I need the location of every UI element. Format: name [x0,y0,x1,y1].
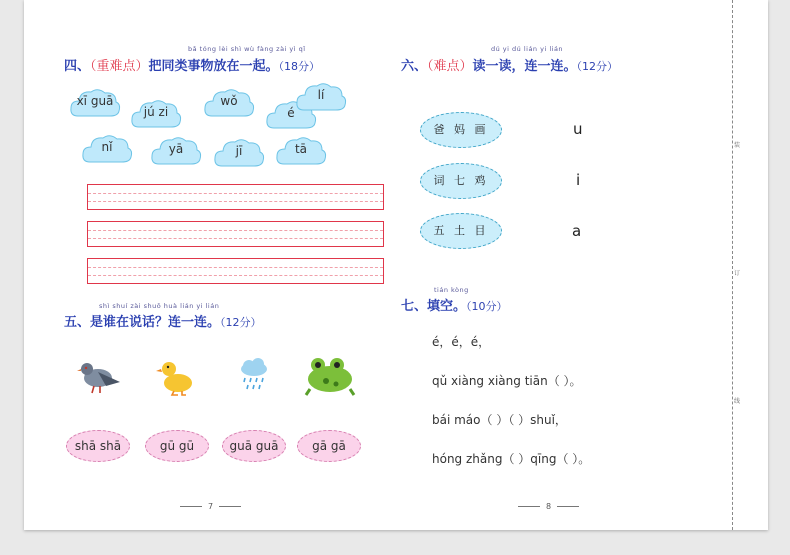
section5-score: （12分） [220,316,262,329]
section6-tag: （难点） [427,59,473,74]
letter-a[interactable]: a [572,222,582,240]
cloud-label: xī guā [76,94,114,108]
section7-pinyin: tián kòng [434,286,469,294]
poem-line-4[interactable]: hóng zhǎng（ ）qīng（ ）。 [432,452,591,466]
pigeon-icon [76,356,122,400]
section7-number: 七、 [401,299,428,314]
pinyin-cloud[interactable] [202,86,256,120]
writing-line-3[interactable] [87,258,384,284]
poem-line-1: é，é，é， [432,335,491,349]
pinyin-cloud[interactable] [68,86,122,120]
word-oval-3[interactable]: 五 土 目 [420,213,502,249]
section6-score: （12分） [576,60,619,73]
letter-u[interactable]: u [573,120,583,138]
frog-icon [304,353,356,401]
cloud-label: é [287,106,295,120]
word-oval-2[interactable]: 词 七 鸡 [420,163,502,199]
section7-score: （10分） [466,300,508,313]
cloud-label: lí [317,88,325,102]
cloud-label: nǐ [101,140,113,154]
duck-icon [156,358,196,400]
binding-mark-2: 订 [734,270,741,277]
pinyin-cloud[interactable] [212,136,266,170]
sound-option-sha-sha[interactable]: shā shā [66,430,130,462]
section6-pinyin: dú yi dú lián yi lián [491,45,564,53]
page-number-left: 7 [174,502,247,511]
section7-title [401,295,508,314]
section7-title-text: 填空。 [427,299,467,314]
section4-number: 四、 [64,59,91,74]
rain-cloud-icon [237,358,271,396]
section6-title [401,55,618,74]
sound-option-gu-gu[interactable]: gū gū [145,430,209,462]
cloud-label: wǒ [220,94,238,108]
section5-title [64,311,262,330]
letter-i[interactable]: i [576,171,581,189]
page-number-right: 8 [512,502,585,511]
pinyin-cloud[interactable] [294,80,348,114]
section6-number: 六、 [401,59,428,74]
poem-line-3[interactable]: bái máo（ ）（ ）shuǐ， [432,413,567,427]
sound-option-gua-gua[interactable]: guā guā [222,430,286,462]
cloud-label: jī [235,144,243,158]
word-oval-1[interactable]: 爸 妈 画 [420,112,502,148]
writing-line-2[interactable] [87,221,384,247]
section5-pinyin: shì shuí zài shuō huà lián yi lián [99,302,220,310]
cloud-label: tā [294,142,308,156]
binding-mark-1: 装 [734,142,741,149]
sound-option-ga-ga[interactable]: gā gā [297,430,361,462]
section5-title-text: 是谁在说话？连一连。 [90,315,221,330]
pinyin-cloud[interactable] [129,97,183,131]
section4-tag: （重难点） [90,59,149,74]
section4-pinyin: bǎ tóng lèi shì wù fàng zài yì qǐ [188,45,306,53]
pinyin-cloud[interactable] [149,134,203,168]
pinyin-cloud[interactable] [80,132,134,166]
section5-number: 五、 [64,315,91,330]
poem-line-2[interactable]: qǔ xiàng xiàng tiān（ ）。 [432,374,582,388]
section6-title-text: 读一读，连一连。 [472,59,577,74]
section4-title [64,55,320,74]
cloud-label: yā [168,142,184,156]
binding-line [732,0,733,530]
pinyin-cloud[interactable] [274,134,328,168]
section4-title-text: 把同类事物放在一起。 [148,59,279,74]
binding-mark-3: 线 [734,398,741,405]
worksheet-spread [24,0,768,530]
section4-score: （18分） [278,60,321,73]
writing-line-1[interactable] [87,184,384,210]
cloud-label: jú zi [143,105,169,119]
